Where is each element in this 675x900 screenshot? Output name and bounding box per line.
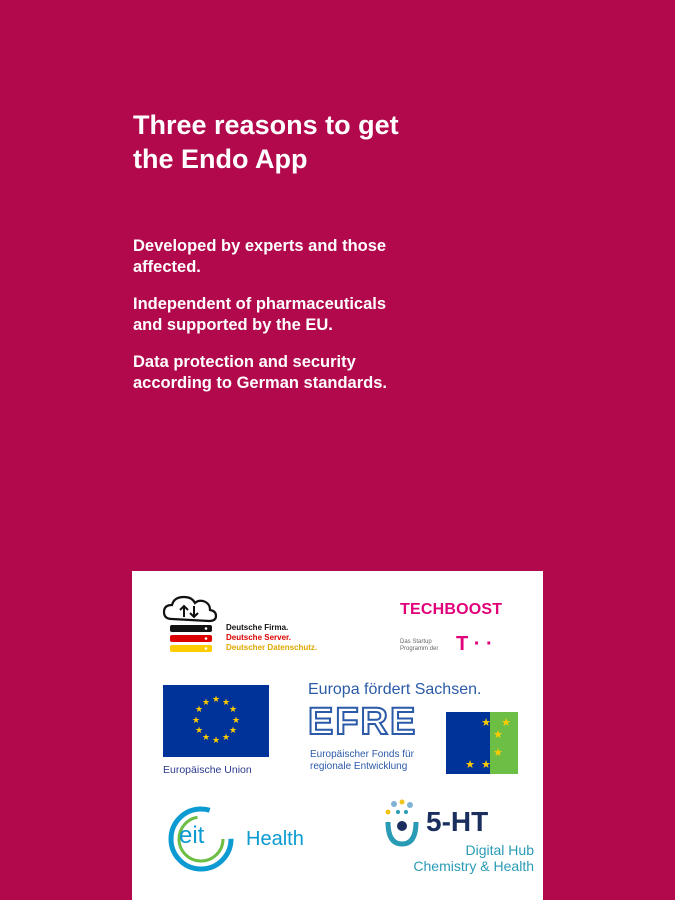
svg-text:★: ★ [228, 705, 238, 715]
techboost-logo [400, 601, 520, 661]
reason-item [133, 352, 453, 394]
svg-text:★: ★ [481, 758, 491, 771]
reasons-list [133, 236, 453, 410]
reason-1-line-1: Developed by experts and those [133, 237, 387, 255]
reason-item [133, 236, 453, 278]
reason-item [133, 294, 453, 336]
svg-text:★: ★ [493, 728, 503, 741]
svg-text:★: ★ [194, 705, 204, 715]
efre-sub-1: Europäischer Fonds für [310, 749, 414, 760]
eu-logo [163, 685, 273, 780]
eu-caption: Europäische Union [163, 764, 252, 776]
deutsche-firma-line-1: Deutsche Firma. [226, 623, 289, 632]
eit-health-logo [166, 804, 336, 879]
deutsche-firma-logo [160, 593, 360, 658]
headline-line-2: the Endo App [133, 144, 308, 174]
five-ht-sub-1: Digital Hub [465, 842, 534, 858]
svg-text:★: ★ [501, 716, 511, 729]
efre-sub-2: regionale Entwicklung [310, 761, 408, 772]
svg-text:★: ★ [465, 758, 475, 771]
sponsor-logo-panel [132, 571, 543, 900]
health-text: Health [246, 828, 304, 850]
svg-text:★: ★ [228, 726, 238, 736]
svg-text:★: ★ [493, 746, 503, 759]
reason-2-line-2: and supported by the EU. [133, 316, 333, 334]
eu-flag-icon [163, 685, 269, 757]
efre-top-text: Europa fördert Sachsen. [308, 681, 482, 698]
efre-word: EFRE [308, 701, 418, 743]
telekom-t-logo: T · · [456, 633, 493, 655]
five-ht-sub-2: Chemistry & Health [413, 858, 534, 874]
svg-text:★: ★ [221, 698, 231, 708]
five-ht-title: 5-HT [426, 806, 489, 837]
headline [133, 108, 553, 176]
svg-text:★: ★ [211, 695, 221, 705]
efre-flag-icon [446, 712, 518, 774]
reason-3-line-1: Data protection and security [133, 353, 356, 371]
svg-text:★: ★ [191, 716, 201, 726]
deutsche-firma-line-3: Deutscher Datenschutz. [226, 643, 318, 652]
reason-3-line-2: according to German standards. [133, 374, 387, 392]
svg-text:★: ★ [201, 733, 211, 743]
reason-2-line-1: Independent of pharmaceuticals [133, 295, 387, 313]
svg-text:★: ★ [221, 733, 231, 743]
techboost-name: TECHBOOST [400, 601, 503, 618]
headline-line-1: Three reasons to get [133, 110, 399, 140]
svg-text:★: ★ [194, 726, 204, 736]
techboost-sub-2: Programm der [400, 646, 439, 652]
cloud-server-icon [160, 593, 222, 655]
svg-text:★: ★ [201, 698, 211, 708]
svg-text:★: ★ [231, 716, 241, 726]
svg-text:★: ★ [211, 736, 221, 746]
eit-text: eit [179, 822, 205, 849]
techboost-sub-1: Das Startup [400, 639, 432, 645]
svg-text:★: ★ [481, 716, 491, 729]
deutsche-firma-line-2: Deutsche Server. [226, 633, 291, 642]
efre-logo [308, 681, 528, 781]
five-ht-logo [376, 796, 536, 891]
reason-1-line-2: affected. [133, 258, 201, 276]
